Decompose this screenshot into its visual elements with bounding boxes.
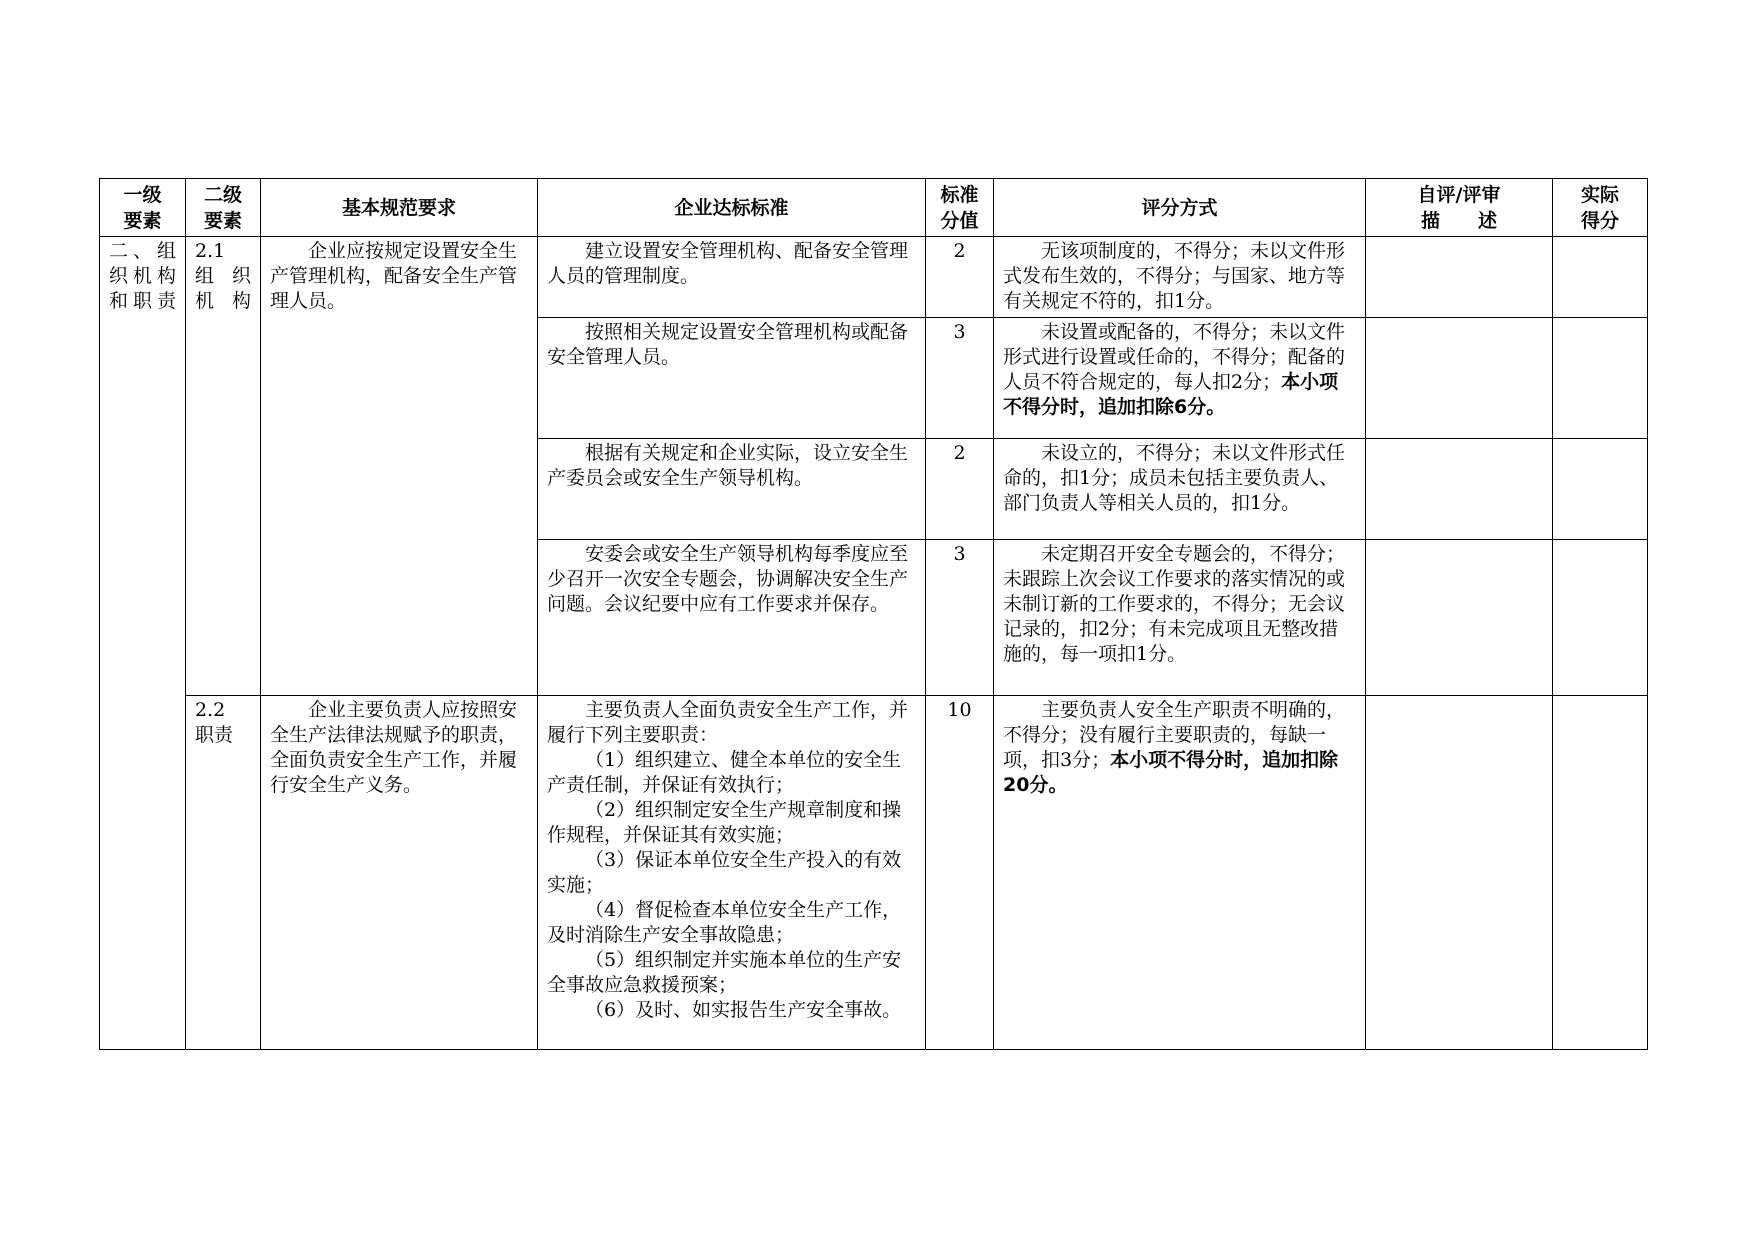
level2-element: 2.2 职责: [186, 696, 261, 1050]
actual-score-cell[interactable]: [1553, 540, 1648, 696]
duty-item: （1）组织建立、健全本单位的安全生产责任制，并保证有效执行；: [547, 749, 902, 796]
header-self-eval: 自评/评审 描 述: [1366, 179, 1553, 237]
table-row: [100, 696, 1648, 1050]
method-cell: 主要负责人安全生产职责不明确的，不得分；没有履行主要职责的，每缺一项，扣3分；本小项不得分时，追加扣除20分。: [994, 696, 1366, 1050]
score-cell: 2: [926, 237, 994, 318]
duty-item: （3）保证本单位安全生产投入的有效实施；: [547, 849, 902, 896]
actual-score-cell[interactable]: [1553, 318, 1648, 439]
basic-requirement: 企业主要负责人应按照安全生产法律法规赋予的职责，全面负责安全生产工作，并履行安全生产义务。: [261, 696, 538, 1050]
standard-cell: 按照相关规定设置安全管理机构或配备安全管理人员。: [538, 318, 926, 439]
method-cell: 未设置或配备的，不得分；未以文件形式进行设置或任命的，不得分；配备的人员不符合规定的，每人扣2分；本小项不得分时，追加扣除6分。: [994, 318, 1366, 439]
header-level1: 一级 要素: [100, 179, 186, 237]
header-actual: 实际 得分: [1553, 179, 1648, 237]
score-cell: 10: [926, 696, 994, 1050]
duty-item: （2）组织制定安全生产规章制度和操作规程，并保证其有效实施；: [547, 799, 902, 846]
level1-element: 二、组织机构和职责: [100, 237, 186, 1050]
score-cell: 3: [926, 540, 994, 696]
standard-cell: 主要负责人全面负责安全生产工作，并履行下列主要职责： （1）组织建立、健全本单位的安全生产责任制，并保证有效执行； （2）组织制定安全生产规章制度和操作规程，并保证其有效实施； （3）保证本单位安全生产投入的有效实施； （4）督促检查本单位安全生产工作，及时消除生产安全事故隐患； （5）组织制定并实施本单位的生产安全事故应急救援预案； （6）及时、如实报告生产安全事故。: [538, 696, 926, 1050]
duty-item: （4）督促检查本单位安全生产工作，及时消除生产安全事故隐患；: [547, 899, 902, 946]
header-row: [100, 179, 1648, 237]
header-level2: 二级 要素: [186, 179, 261, 237]
score-cell: 2: [926, 439, 994, 540]
method-cell: 无该项制度的，不得分；未以文件形式发布生效的，不得分；与国家、地方等有关规定不符的，扣1分。: [994, 237, 1366, 318]
duty-item: （5）组织制定并实施本单位的生产安全事故应急救援预案；: [547, 949, 902, 996]
self-eval-cell[interactable]: [1366, 696, 1553, 1050]
self-eval-cell[interactable]: [1366, 237, 1553, 318]
header-score: 标准 分值: [926, 179, 994, 237]
self-eval-cell[interactable]: [1366, 318, 1553, 439]
self-eval-cell[interactable]: [1366, 439, 1553, 540]
duty-item: （6）及时、如实报告生产安全事故。: [585, 999, 902, 1021]
basic-requirement: 企业应按规定设置安全生产管理机构，配备安全生产管理人员。: [261, 237, 538, 696]
self-eval-cell[interactable]: [1366, 540, 1553, 696]
standard-cell: 根据有关规定和企业实际，设立安全生产委员会或安全生产领导机构。: [538, 439, 926, 540]
method-cell: 未定期召开安全专题会的，不得分；未跟踪上次会议工作要求的落实情况的或未制订新的工作要求的，不得分；无会议记录的，扣2分；有未完成项且无整改措施的，每一项扣1分。: [994, 540, 1366, 696]
standard-cell: 安委会或安全生产领导机构每季度应至少召开一次安全专题会，协调解决安全生产问题。会议纪要中应有工作要求并保存。: [538, 540, 926, 696]
actual-score-cell[interactable]: [1553, 439, 1648, 540]
method-cell: 未设立的，不得分；未以文件形式任命的，扣1分；成员未包括主要负责人、部门负责人等相关人员的，扣1分。: [994, 439, 1366, 540]
header-method: 评分方式: [994, 179, 1366, 237]
actual-score-cell[interactable]: [1553, 237, 1648, 318]
evaluation-table: [99, 178, 1648, 1050]
header-basic-requirement: 基本规范要求: [261, 179, 538, 237]
header-standard: 企业达标标准: [538, 179, 926, 237]
table-row: [100, 237, 1648, 318]
actual-score-cell[interactable]: [1553, 696, 1648, 1050]
level2-element: 2.1 组织机构: [186, 237, 261, 696]
score-cell: 3: [926, 318, 994, 439]
standard-cell: 建立设置安全管理机构、配备安全管理人员的管理制度。: [538, 237, 926, 318]
